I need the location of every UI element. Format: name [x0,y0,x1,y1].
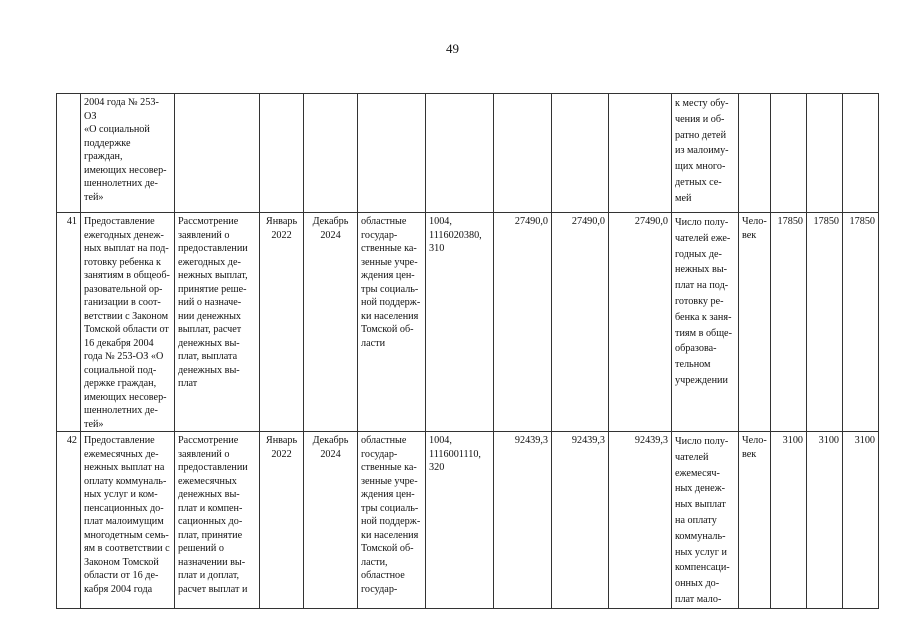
row-number: 42 [57,432,81,609]
measure-name: 2004 года № 253-ОЗ «О социальной поддержке граждан, имеющих несовер- шеннолетних де- тей» [81,94,175,213]
end-date: Декабрь 2024 [304,213,358,432]
table-row [57,213,879,432]
measure-description: Рассмотрение заявлений о предоставлении ежемесячных денежных вы- плат и компен- сационных до- плат, принятие решений о назначении вы- плат и доплат, расчет выплат и [175,432,260,609]
indicator-year-1: 3100 [771,432,807,609]
funding-year-1: 27490,0 [494,213,552,432]
indicator-unit: Чело- век [739,432,771,609]
funding-year-3 [609,94,672,213]
funding-year-1 [494,94,552,213]
budget-code [426,94,494,213]
executor: областные государ- ственные ка- зенные учре- ждения цен- тры социаль- ной поддерж- ки населения Томской об- ласти, областное государ- [358,432,426,609]
end-date [304,94,358,213]
indicator-year-2: 3100 [807,432,843,609]
table-row [57,94,879,213]
funding-year-3: 92439,3 [609,432,672,609]
row-number: 41 [57,213,81,432]
funding-year-2: 92439,3 [552,432,609,609]
start-date: Январь 2022 [260,213,304,432]
indicator-year-2 [807,94,843,213]
funding-year-2 [552,94,609,213]
page-number: 49 [446,41,459,56]
indicator-year-3: 3100 [843,432,879,609]
executor [358,94,426,213]
start-date [260,94,304,213]
table-row [57,432,879,609]
indicator-year-1 [771,94,807,213]
budget-code: 1004, 1116001110, 320 [426,432,494,609]
indicator-year-1: 17850 [771,213,807,432]
row-number [57,94,81,213]
measure-name: Предоставление ежемесячных де- нежных выплат на оплату коммуналь- ных услуг и ком- пенсационных до- плат малоимущим многодетным семь- ям в соответствии с Законом Томской области от 16 де- кабря 2004 года [81,432,175,609]
measure-name: Предоставление ежегодных денеж- ных выплат на под- готовку ребенка к занятиям в общеоб- разовательной ор- ганизации в соот- ветствии с Законом Томской области от 16 декабря 2004 года № 253-ОЗ «О социальной под- держке граждан, имеющих несовер- шеннолетних де- тей» [81,213,175,432]
measure-description [175,94,260,213]
start-date: Январь 2022 [260,432,304,609]
indicator-name: Число полу- чателей ежемесяч- ных денеж- ных выплат на оплату коммуналь- ных услуг и компенсаци- онных до- плат мало- [672,432,739,609]
indicator-year-3 [843,94,879,213]
executor: областные государ- ственные ка- зенные учре- ждения цен- тры социаль- ной поддерж- ки населения Томской об- ласти [358,213,426,432]
indicator-name: к месту обу- чения и об- ратно детей из малоиму- щих много- детных се- мей [672,94,739,213]
indicator-year-3: 17850 [843,213,879,432]
indicator-name: Число полу- чателей еже- годных де- нежных вы- плат на под- готовку ре- бенка к заня- тиям в обще- образова- тельном учреждении [672,213,739,432]
indicator-unit [739,94,771,213]
indicator-unit: Чело- век [739,213,771,432]
end-date: Декабрь 2024 [304,432,358,609]
program-measures-table [56,93,879,609]
funding-year-1: 92439,3 [494,432,552,609]
measure-description: Рассмотрение заявлений о предоставлении ежегодных де- нежных выплат, принятие реше- ний о назначе- нии денежных выплат, расчет денежных вы- плат, выплата денежных вы- плат [175,213,260,432]
indicator-year-2: 17850 [807,213,843,432]
funding-year-3: 27490,0 [609,213,672,432]
budget-code: 1004, 1116020380, 310 [426,213,494,432]
funding-year-2: 27490,0 [552,213,609,432]
